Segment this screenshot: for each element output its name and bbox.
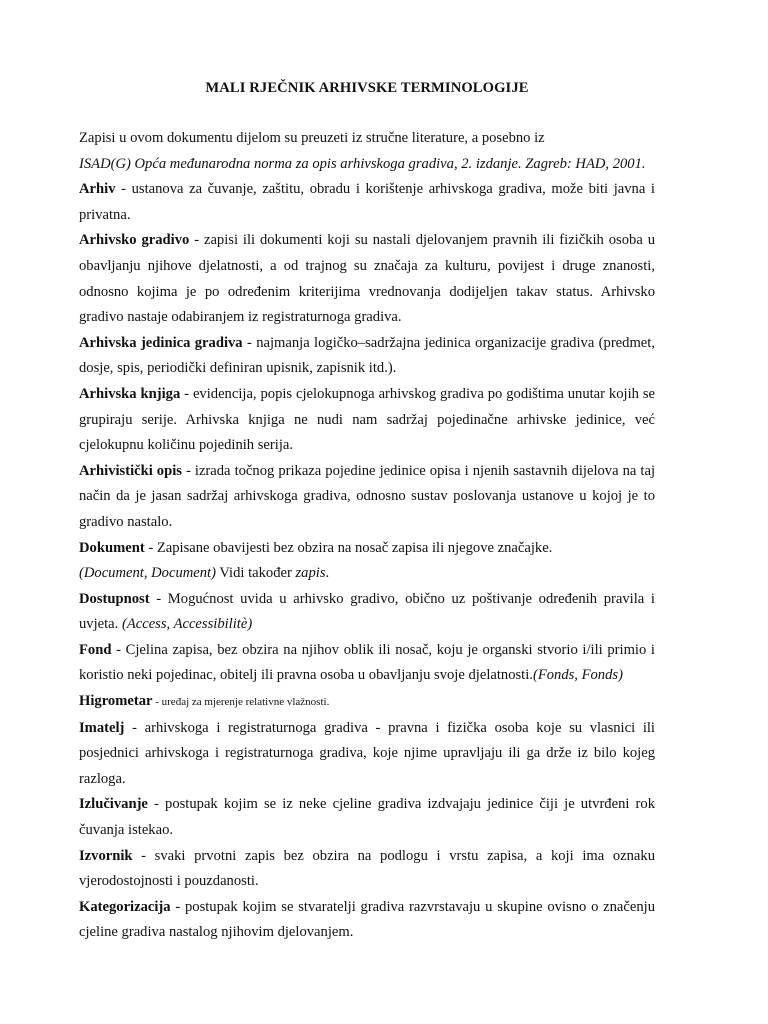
glossary-entry-izvornik	[79, 844, 655, 895]
glossary-entry-imatelj	[79, 716, 655, 793]
entry-definition: - Mogućnost uvida u arhivsko gradivo, obično uz poštivanje određenih pravila i uvjeta.	[79, 590, 655, 633]
entry-term: Izvornik	[79, 847, 133, 864]
intro-source: ISAD(G) Opća međunarodna norma za opis arhivskoga gradiva, 2. izdanje. Zagreb: HAD, 2001.	[79, 155, 646, 172]
glossary-entry-izlucivanje	[79, 792, 655, 843]
entry-term: Dokument	[79, 539, 145, 556]
entry-definition: - postupak kojim se stvaratelji gradiva razvrstavaju u skupine ovisno o značenju cjeline gradiva nastalog njihovim djelovanjem.	[79, 898, 655, 941]
entry-definition: - postupak kojim se iz neke cjeline gradiva izdvajaju jedinice čiji je utvrđeni rok čuvanja istekao.	[79, 796, 655, 839]
document-title: MALI RJEČNIK ARHIVSKE TERMINOLOGIJE	[205, 80, 529, 96]
glossary-entry-dostupnost	[79, 587, 655, 638]
document-body	[79, 126, 655, 946]
entry-term: Arhivska jedinica gradiva	[79, 334, 243, 351]
entry-definition: - ustanova za čuvanje, zaštitu, obradu i korištenje arhivskoga gradiva, može biti javna i privatna.	[79, 181, 655, 223]
entry-definition: - arhivskoga i registraturnoga gradiva - pravna i fizička osoba koje su vlasnici ili posjednici arhivskoga i registraturnoga gradiva, koje njime upravljaju ili ga drže iz bilo kojeg razloga.	[79, 719, 655, 787]
intro-source-paragraph	[79, 152, 655, 178]
glossary-entry-arhivisticki-opis	[79, 459, 655, 536]
entry-equivalents: (Fonds, Fonds)	[532, 667, 623, 684]
entry-equivalents: (Document, Document)	[79, 565, 216, 582]
entry-term: Fond	[79, 641, 112, 658]
entry-term: Arhiv	[79, 181, 116, 198]
intro-text: Zapisi u ovom dokumentu dijelom su preuzeti iz stručne literature, a posebno iz	[79, 130, 545, 146]
entry-term: Izlučivanje	[79, 796, 148, 813]
entry-definition: - evidencija, popis cjelokupnoga arhivskog gradiva po godištima unutar kojih se grupiraju serije. Arhivska knjiga ne nudi nam sadržaj pojedinačne arhivske jedinice, već cjelokupnu količinu pojedinih serija.	[79, 385, 656, 454]
glossary-entry-dokument-equivalents	[79, 561, 655, 587]
entry-term: Higrometar	[79, 693, 153, 710]
glossary-entry-kategorizacija	[79, 895, 655, 946]
entry-term: Arhivistički opis	[79, 462, 182, 479]
entry-definition: - uređaj za mjerenje relativne vlažnosti.	[152, 696, 330, 709]
entry-definition: - Cjelina zapisa, bez obzira na njihov oblik ili nosač, koju je organski stvorio i/ili primio i koristio neki pojedinac, obitelj ili pravna osoba u obavljanju svoje djelatnosti.	[79, 641, 655, 684]
glossary-entry-fond	[79, 638, 655, 689]
see-also-term: zapis	[295, 565, 326, 582]
entry-definition: - Zapisane obavijesti bez obzira na nosač zapisa ili njegove značajke.	[144, 539, 553, 556]
entry-equivalents: (Access, Accessibilitè)	[121, 616, 253, 633]
entry-definition: - najmanja logičko–sadržajna jedinica organizacije gradiva (predmet, dosje, spis, periodički definiran upisnik, zapisnik itd.).	[79, 334, 655, 377]
intro-paragraph	[79, 126, 655, 152]
glossary-entry-arhiv	[79, 177, 655, 228]
entry-definition: - svaki prvotni zapis bez obzira na podlogu i vrstu zapisa, a koji ima oznaku vjerodostojnosti i pouzdanosti.	[79, 847, 655, 890]
glossary-entry-dokument	[79, 536, 655, 562]
entry-definition: - izrada točnog prikaza pojedine jedinice opisa i njenih sastavnih dijelova na taj način da je jasan sadržaj arhivskoga gradiva, odnosno sustav poslovanja ustanove u kojoj je to gradivo nastalo.	[79, 462, 655, 530]
glossary-entry-higrometar	[79, 689, 655, 716]
glossary-entry-arhivsko-gradivo	[79, 228, 655, 330]
see-also-end: .	[325, 565, 330, 582]
entry-term: Imatelj	[79, 719, 125, 736]
see-also-text: Vidi također	[215, 565, 296, 582]
entry-term: Kategorizacija	[79, 898, 171, 915]
entry-term: Dostupnost	[79, 590, 150, 607]
entry-definition: - zapisi ili dokumenti koji su nastali djelovanjem pravnih ili fizičkih osoba u obavljanju njihove djelatnosti, a od trajnog su značaja za kulturu, povijest i druge znanosti, odnosno kojima je po određenim kriterijima vrednovanja dodijeljen takav status. Arhivsko gradivo nastaje odabiranjem iz registraturnoga gradiva.	[79, 232, 655, 326]
glossary-entry-arhivska-knjiga	[79, 382, 655, 459]
entry-term: Arhivska knjiga	[79, 385, 181, 402]
entry-term: Arhivsko gradivo	[79, 232, 190, 249]
glossary-entry-arhivska-jedinica-gradiva	[79, 331, 655, 382]
